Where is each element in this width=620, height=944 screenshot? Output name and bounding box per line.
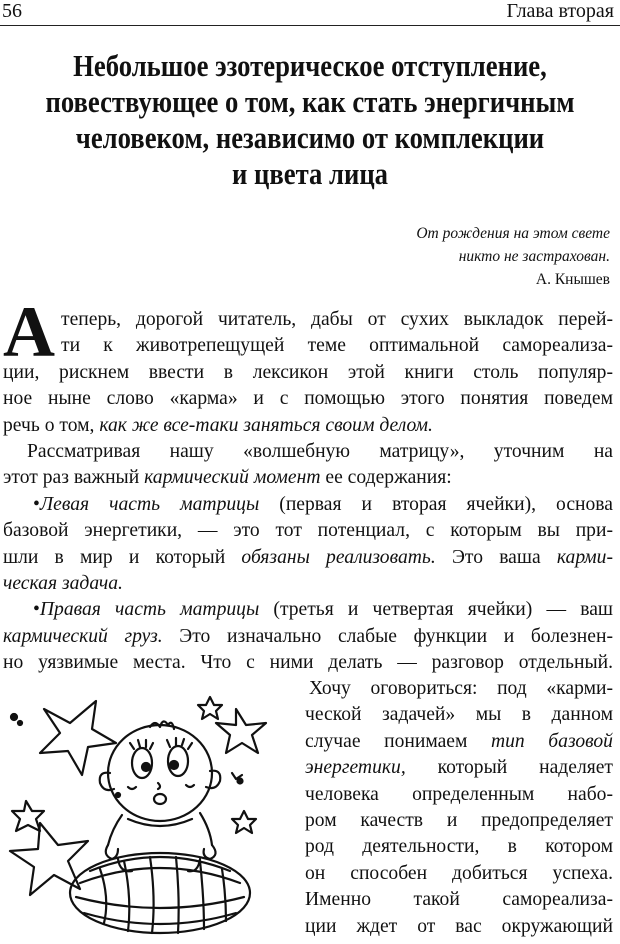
paragraph-5 bbox=[305, 676, 613, 940]
header-rule bbox=[0, 25, 620, 26]
page-header bbox=[0, 0, 620, 28]
body-text bbox=[3, 292, 613, 677]
text-line: ции ждет от вас окружающий bbox=[305, 915, 613, 937]
text-line bbox=[3, 545, 613, 571]
title-line: и цвета лица bbox=[231, 156, 389, 191]
text-line: ром качеств и предопределяет bbox=[305, 810, 613, 832]
text-run: этот раз важный bbox=[3, 467, 145, 489]
paragraph-2 bbox=[3, 439, 613, 492]
drop-cap: А bbox=[3, 292, 55, 372]
illustration-drawing bbox=[0, 683, 298, 939]
epigraph bbox=[416, 222, 610, 291]
epigraph-line: никто не застрахован. bbox=[458, 248, 610, 265]
emphasis: как же все-таки заняться своим делом. bbox=[99, 414, 433, 436]
text-run: случае понимаем bbox=[305, 730, 491, 752]
paragraph-1 bbox=[3, 292, 613, 439]
emphasis: ческая задача. bbox=[3, 573, 123, 595]
page-number: 56 bbox=[2, 0, 22, 22]
text-line: человека определенным набо- bbox=[305, 783, 613, 805]
emphasis: кармический момент bbox=[144, 467, 321, 489]
text-run: шли в мир и который bbox=[3, 546, 242, 568]
emphasis: кармический груз. bbox=[3, 625, 163, 647]
emphasis: энергетики, bbox=[305, 757, 406, 779]
title-line: повествующее о том, как стать энергичным bbox=[45, 84, 575, 119]
text-line: ческой задачей» мы в данном bbox=[305, 704, 613, 726]
text-line: он способен добиться успеха. bbox=[305, 862, 613, 884]
text-line bbox=[3, 571, 613, 597]
text-run: который наделяет bbox=[405, 757, 613, 779]
text-run: Это изначально слабые функции и болезнен- bbox=[162, 625, 613, 647]
epigraph-author: А. Кнышев bbox=[535, 271, 610, 288]
text-line: ции, рискнем ввести в лексикон этой книги столь популяр- bbox=[3, 361, 613, 383]
text-line: ти к животрепещущей теме оптимальной самореализа- bbox=[61, 335, 613, 357]
text-line: Рассматривая нашу «волшебную матрицу», уточним на bbox=[27, 441, 613, 463]
text-line bbox=[3, 465, 613, 491]
title-line: Небольшое эзотерическое отступление, bbox=[73, 48, 547, 83]
title-line: человеком, независимо от комплекции bbox=[75, 120, 545, 155]
paragraph-4 bbox=[3, 597, 613, 676]
text-run: Это ваша bbox=[435, 546, 557, 568]
baby-among-stars-illustration bbox=[0, 683, 298, 939]
text-line bbox=[305, 729, 613, 755]
text-run: (первая и вторая ячейки), основа bbox=[259, 493, 613, 515]
emphasis: Левая часть матрицы bbox=[39, 493, 260, 515]
emphasis: Правая часть матрицы bbox=[39, 599, 260, 621]
text-run: (третья и четвертая ячейки) — ваш bbox=[259, 599, 613, 621]
emphasis: тип базовой bbox=[490, 730, 613, 752]
text-line: род деятельности, в котором bbox=[305, 836, 613, 858]
text-line bbox=[305, 755, 613, 781]
text-line: теперь, дорогой читатель, дабы от сухих выкладок перей- bbox=[61, 309, 613, 330]
text-line bbox=[3, 597, 613, 623]
bullet: • bbox=[33, 493, 40, 515]
running-head: Глава вторая bbox=[506, 0, 614, 22]
text-run: речь о том, bbox=[3, 414, 100, 436]
text-line: но уязвимые места. Что с ними делать — разговор отдельный. bbox=[3, 652, 613, 674]
epigraph-line: От рождения на этом свете bbox=[416, 225, 610, 242]
text-line: Именно такой самореализа- bbox=[305, 889, 613, 911]
text-line: Хочу оговориться: под «карми- bbox=[309, 678, 613, 699]
text-line bbox=[3, 413, 613, 439]
text-line: базовой энергетики, — это тот потенциал, с которым вы при- bbox=[3, 520, 613, 542]
emphasis: карми- bbox=[556, 546, 613, 568]
text-line bbox=[3, 624, 613, 650]
text-line bbox=[3, 492, 613, 518]
emphasis: обязаны реализовать. bbox=[241, 546, 436, 568]
text-line: ное ныне слово «карма» и с помощью этого понятия поведем bbox=[3, 388, 613, 410]
section-title bbox=[43, 48, 576, 192]
paragraph-3 bbox=[3, 492, 613, 598]
bullet: • bbox=[33, 599, 40, 621]
text-run: ее содержания: bbox=[320, 467, 452, 489]
